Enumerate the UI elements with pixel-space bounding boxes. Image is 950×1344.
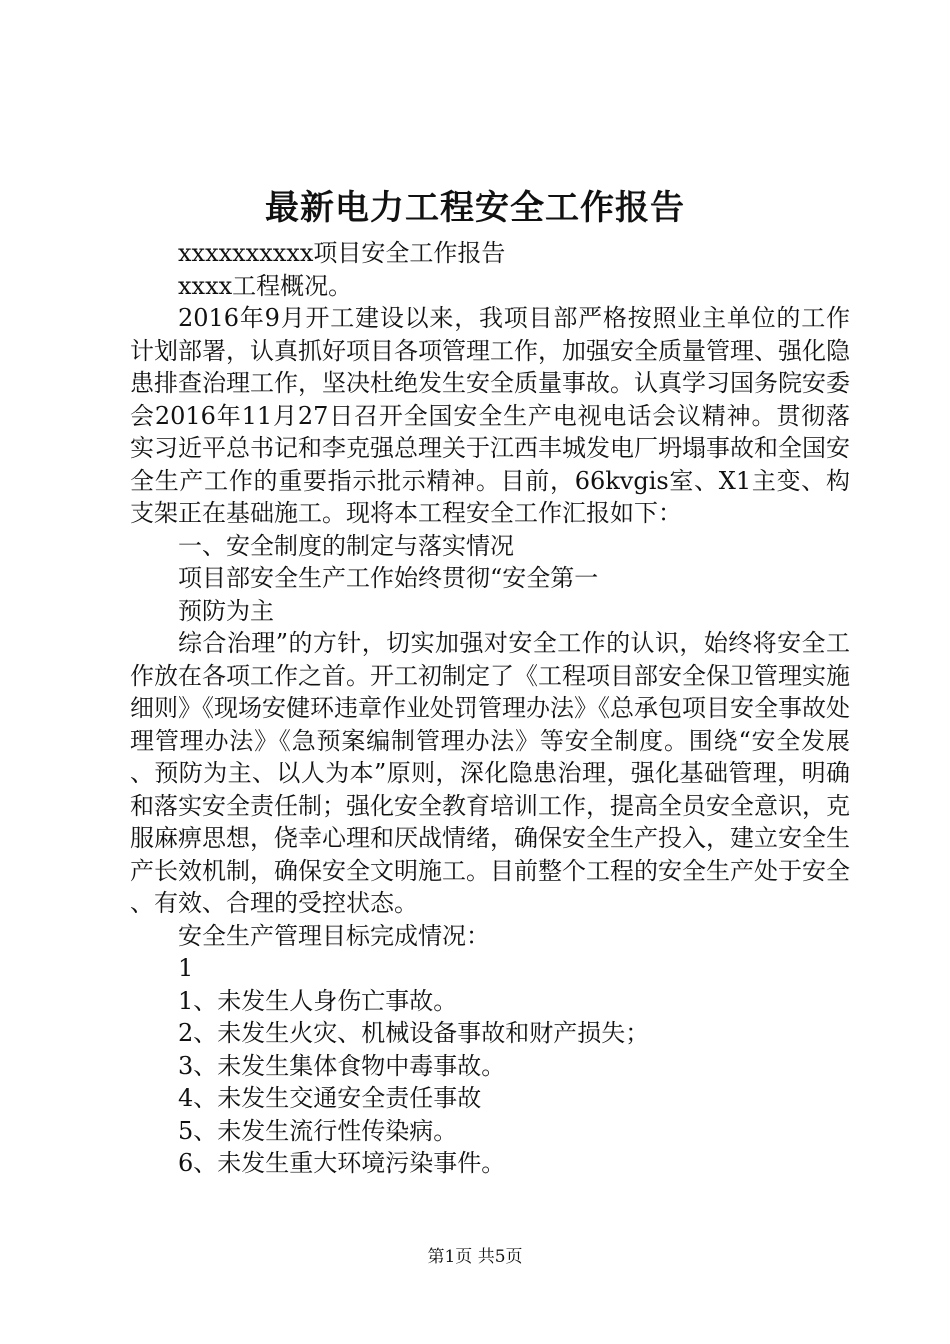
paragraph: 项目部安全生产工作始终贯彻“安全第一 <box>178 564 599 592</box>
list-item: 6、未发生重大环境污染事件。 <box>178 1149 506 1177</box>
paragraph: xxxxxxxxxx项目安全工作报告 <box>178 239 506 267</box>
list-item: 1、未发生人身伤亡事故。 <box>178 986 458 1015</box>
paragraph: 1 <box>178 954 194 982</box>
list-item: 5、未发生流行性传染病。 <box>178 1116 458 1145</box>
paragraph: 预防为主 <box>178 596 274 625</box>
paragraph: 综合治理”的方针，切实加强对安全工作的认识，始终将安全工作放在各项工作之首。开工初制定了《工程项目部安全保卫管理实施细则》《现场安健环违章作业处罚管理办法》《总承包项目安全事故处理管理办法》《急预案编制管理办法》等安全制度。围绕“安全发展、预防为主、以人为本”原则，深化隐患治理，强化基础管理，明确和落实安全责任制；强化安全教育培训工作，提高全员安全意识，克服麻痹思想，侥幸心理和厌战情绪，确保安全生产投入，建立安全生产长效机制，确保安全文明施工。目前整个工程的安全生产处于安全、有效、合理的受控状态。 <box>130 629 850 917</box>
list-item: 4、未发生交通安全责任事故 <box>178 1084 482 1112</box>
list-item: 3、未发生集体食物中毒事故。 <box>178 1051 506 1080</box>
list-item: 2、未发生火灾、机械设备事故和财产损失； <box>178 1019 650 1047</box>
paragraph: xxxx工程概况。 <box>178 271 353 300</box>
document-title: 最新电力工程安全工作报告 <box>265 188 685 228</box>
paragraph: 2016年9月开工建设以来，我项目部严格按照业主单位的工作计划部署，认真抓好项目各项管理工作，加强安全质量管理、强化隐患排查治理工作，坚决杜绝发生安全质量事故。认真学习国务院安委会2016年11月27日召开全国安全生产电视电话会议精神。贯彻落实习近平总书记和李克强总理关于江西丰城发电厂坍塌事故和全国安全生产工作的重要指示批示精神。目前，66kvgis室、X1主变、构支架正在基础施工。现将本工程安全工作汇报如下： <box>130 304 850 527</box>
paragraph: 安全生产管理目标完成情况： <box>178 921 490 950</box>
paragraph: 一、安全制度的制定与落实情况 <box>178 531 514 560</box>
page-footer: 第1页 共5页 <box>427 1247 523 1267</box>
document-body <box>130 237 850 1180</box>
